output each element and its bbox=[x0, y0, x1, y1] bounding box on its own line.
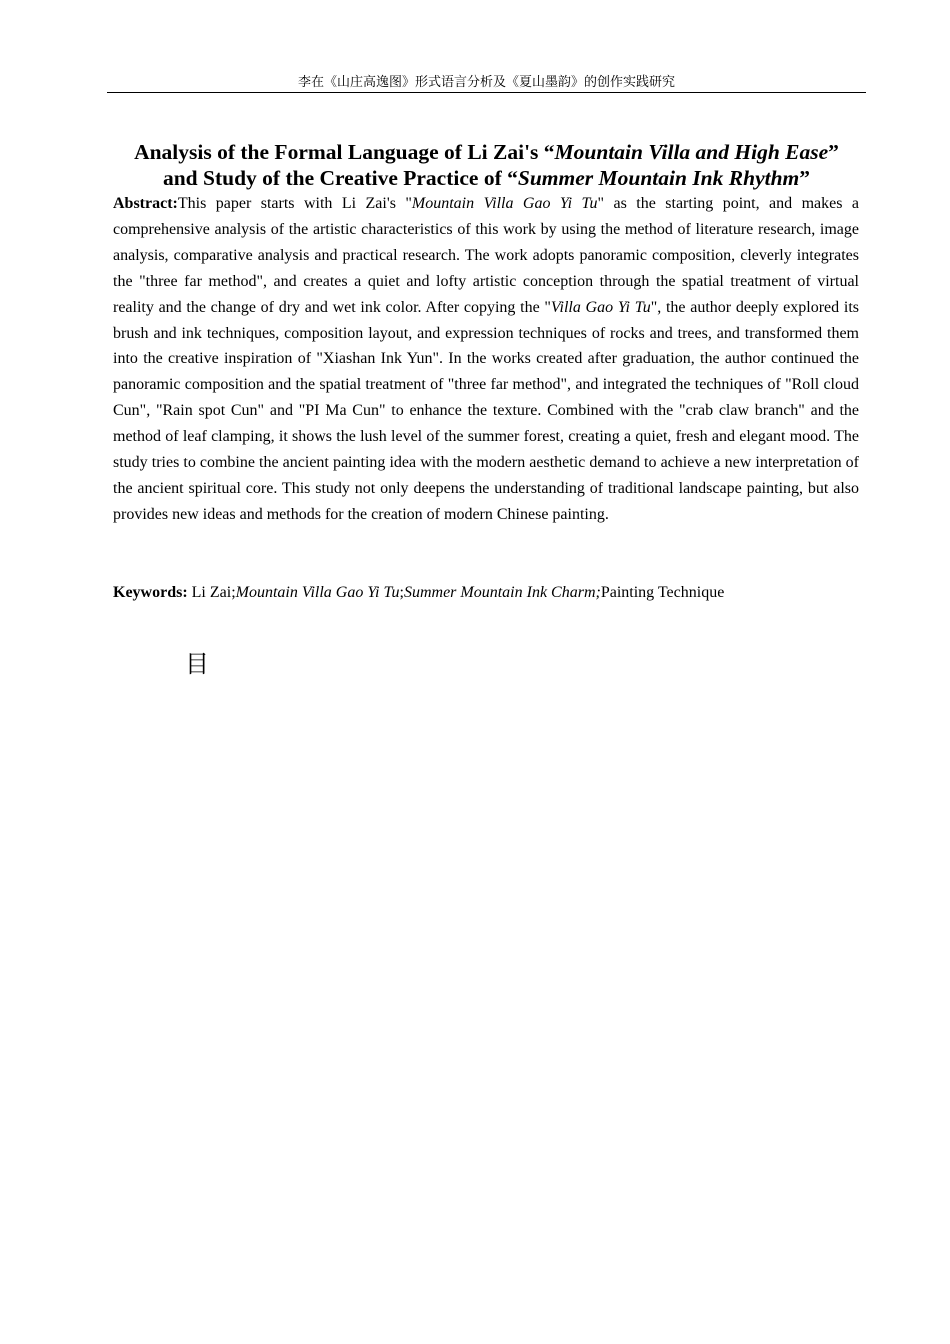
title-line1-italic: Mountain Villa and High Ease bbox=[554, 140, 829, 164]
abstract-label: Abstract: bbox=[113, 195, 178, 212]
running-header: 李在《山庄高逸图》形式语言分析及《夏山墨韵》的创作实践研究 bbox=[107, 73, 866, 93]
title-line1-suffix: ” bbox=[828, 140, 839, 164]
abstract-text-2: " as the starting point, and makes a comprehensive analysis of the artistic characteristics of this work by using the method of literature research, image analysis, comparative analysis and practical research. The work adopts panoramic composition, cleverly integrates the "three far method", and creates a quiet and lofty artistic conception through the spatial treatment of virtual reality and the change of dry and wet ink color. After copying the " bbox=[113, 195, 860, 316]
toc-heading-fragment: 目 bbox=[185, 650, 209, 678]
title-line2-italic: Summer Mountain Ink Rhythm bbox=[517, 166, 800, 190]
keyword-2: Mountain Villa Gao Yi Tu bbox=[235, 584, 400, 601]
title-line2-suffix: ” bbox=[799, 166, 811, 190]
title-line2-prefix: and Study of the Creative Practice of “ bbox=[162, 166, 518, 190]
title-line1-prefix: Analysis of the Formal Language of Li Zai's “ bbox=[134, 140, 555, 164]
keyword-3: Summer Mountain Ink Charm; bbox=[403, 584, 601, 601]
abstract-italic-1: Mountain Villa Gao Yi Tu bbox=[411, 195, 598, 212]
abstract-paragraph bbox=[113, 191, 859, 528]
keywords-label: Keywords: bbox=[113, 584, 188, 601]
keyword-4: Painting Technique bbox=[600, 584, 725, 601]
abstract-italic-2: Villa Gao Yi Tu bbox=[550, 298, 651, 316]
keyword-separator: ; bbox=[399, 584, 404, 601]
abstract-text-1: This paper starts with Li Zai's " bbox=[177, 195, 412, 212]
keyword-1: Li Zai; bbox=[187, 584, 236, 601]
keywords-line bbox=[113, 580, 859, 606]
abstract-text-3: ", the author deeply explored its brush and ink techniques, composition layout, and expression techniques of rocks and trees, and transformed them into the creative inspiration of "Xiashan Ink Yun". In the works created after graduation, the author continued the panoramic composition and the spatial treatment of "three far method", and integrated the techniques of "Roll cloud Cun", "Rain spot Cun" and "PI Ma Cun" to enhance the texture. Combined with the "crab claw branch" and the method of leaf clamping, it shows the lush level of the summer forest, creating a quiet, fresh and elegant mood. The study tries to combine the ancient painting idea with the modern aesthetic demand to achieve a new interpretation of the ancient spiritual core. This study not only deepens the understanding of traditional landscape painting, but also provides new ideas and methods for the creation of modern Chinese painting. bbox=[113, 298, 859, 523]
paper-title bbox=[107, 139, 866, 191]
